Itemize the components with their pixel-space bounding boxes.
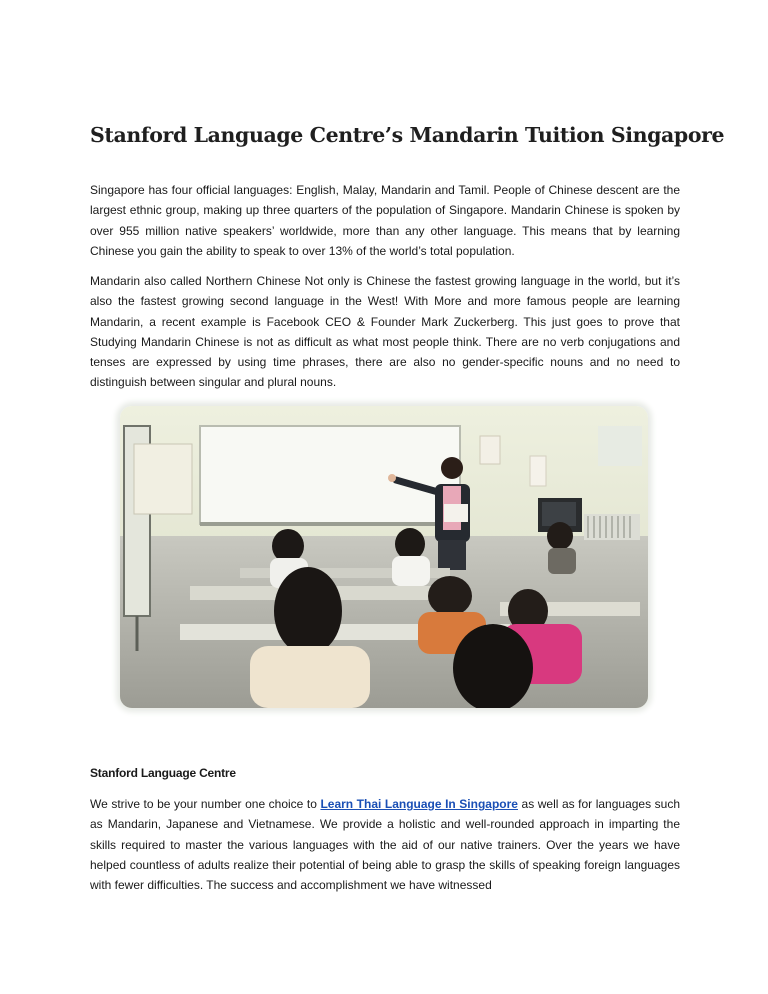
- classroom-illustration: [120, 406, 648, 708]
- centre-paragraph-rest: as well as for languages such as Mandarin, Japanese and Vietnamese. We provide a holistic and well-rounded approach in imparting the skills required to master the various languages with the aid of our native trainers. Over the years we have helped countless of adults realize their potential of being able to grasp the skills of speaking foreign languages with fewer difficulties. The success and accomplishment we have witnessed: [90, 797, 680, 893]
- intro-paragraph: Singapore has four official languages: English, Malay, Mandarin and Tamil. People of Chinese descent are the largest ethnic group, making up three quarters of the population of Singapore. Mandarin Chinese is spoken by over 955 million native speakers’ worldwide, more than any other language. This means that by learning Chinese you gain the ability to speak to over 13% of the world’s total population.: [90, 183, 680, 258]
- centre-paragraph: [90, 794, 680, 895]
- mandarin-paragraph: Mandarin also called Northern Chinese Not only is Chinese the fastest growing language in the world, but it’s also the fastest growing second language in the West! With More and more famous people are learning Mandarin, a recent example is Facebook CEO & Founder Mark Zuckerberg. This just goes to prove that Studying Mandarin Chinese is not as difficult as what most people think. There are no verb conjugations and tenses are expressed by using time phrases, there are also no gender-specific nouns and no need to distinguish between singular and plural nouns.: [90, 274, 680, 390]
- page-title: Stanford Language Centre’s Mandarin Tuition Singapore: [90, 123, 725, 147]
- classroom-photo: [120, 406, 648, 708]
- radiator: [584, 514, 640, 540]
- learn-thai-link[interactable]: Learn Thai Language In Singapore: [320, 797, 518, 811]
- whiteboard: [200, 426, 460, 526]
- centre-paragraph-lead: We strive to be your number one choice to: [90, 797, 321, 811]
- section-heading: Stanford Language Centre: [90, 766, 236, 780]
